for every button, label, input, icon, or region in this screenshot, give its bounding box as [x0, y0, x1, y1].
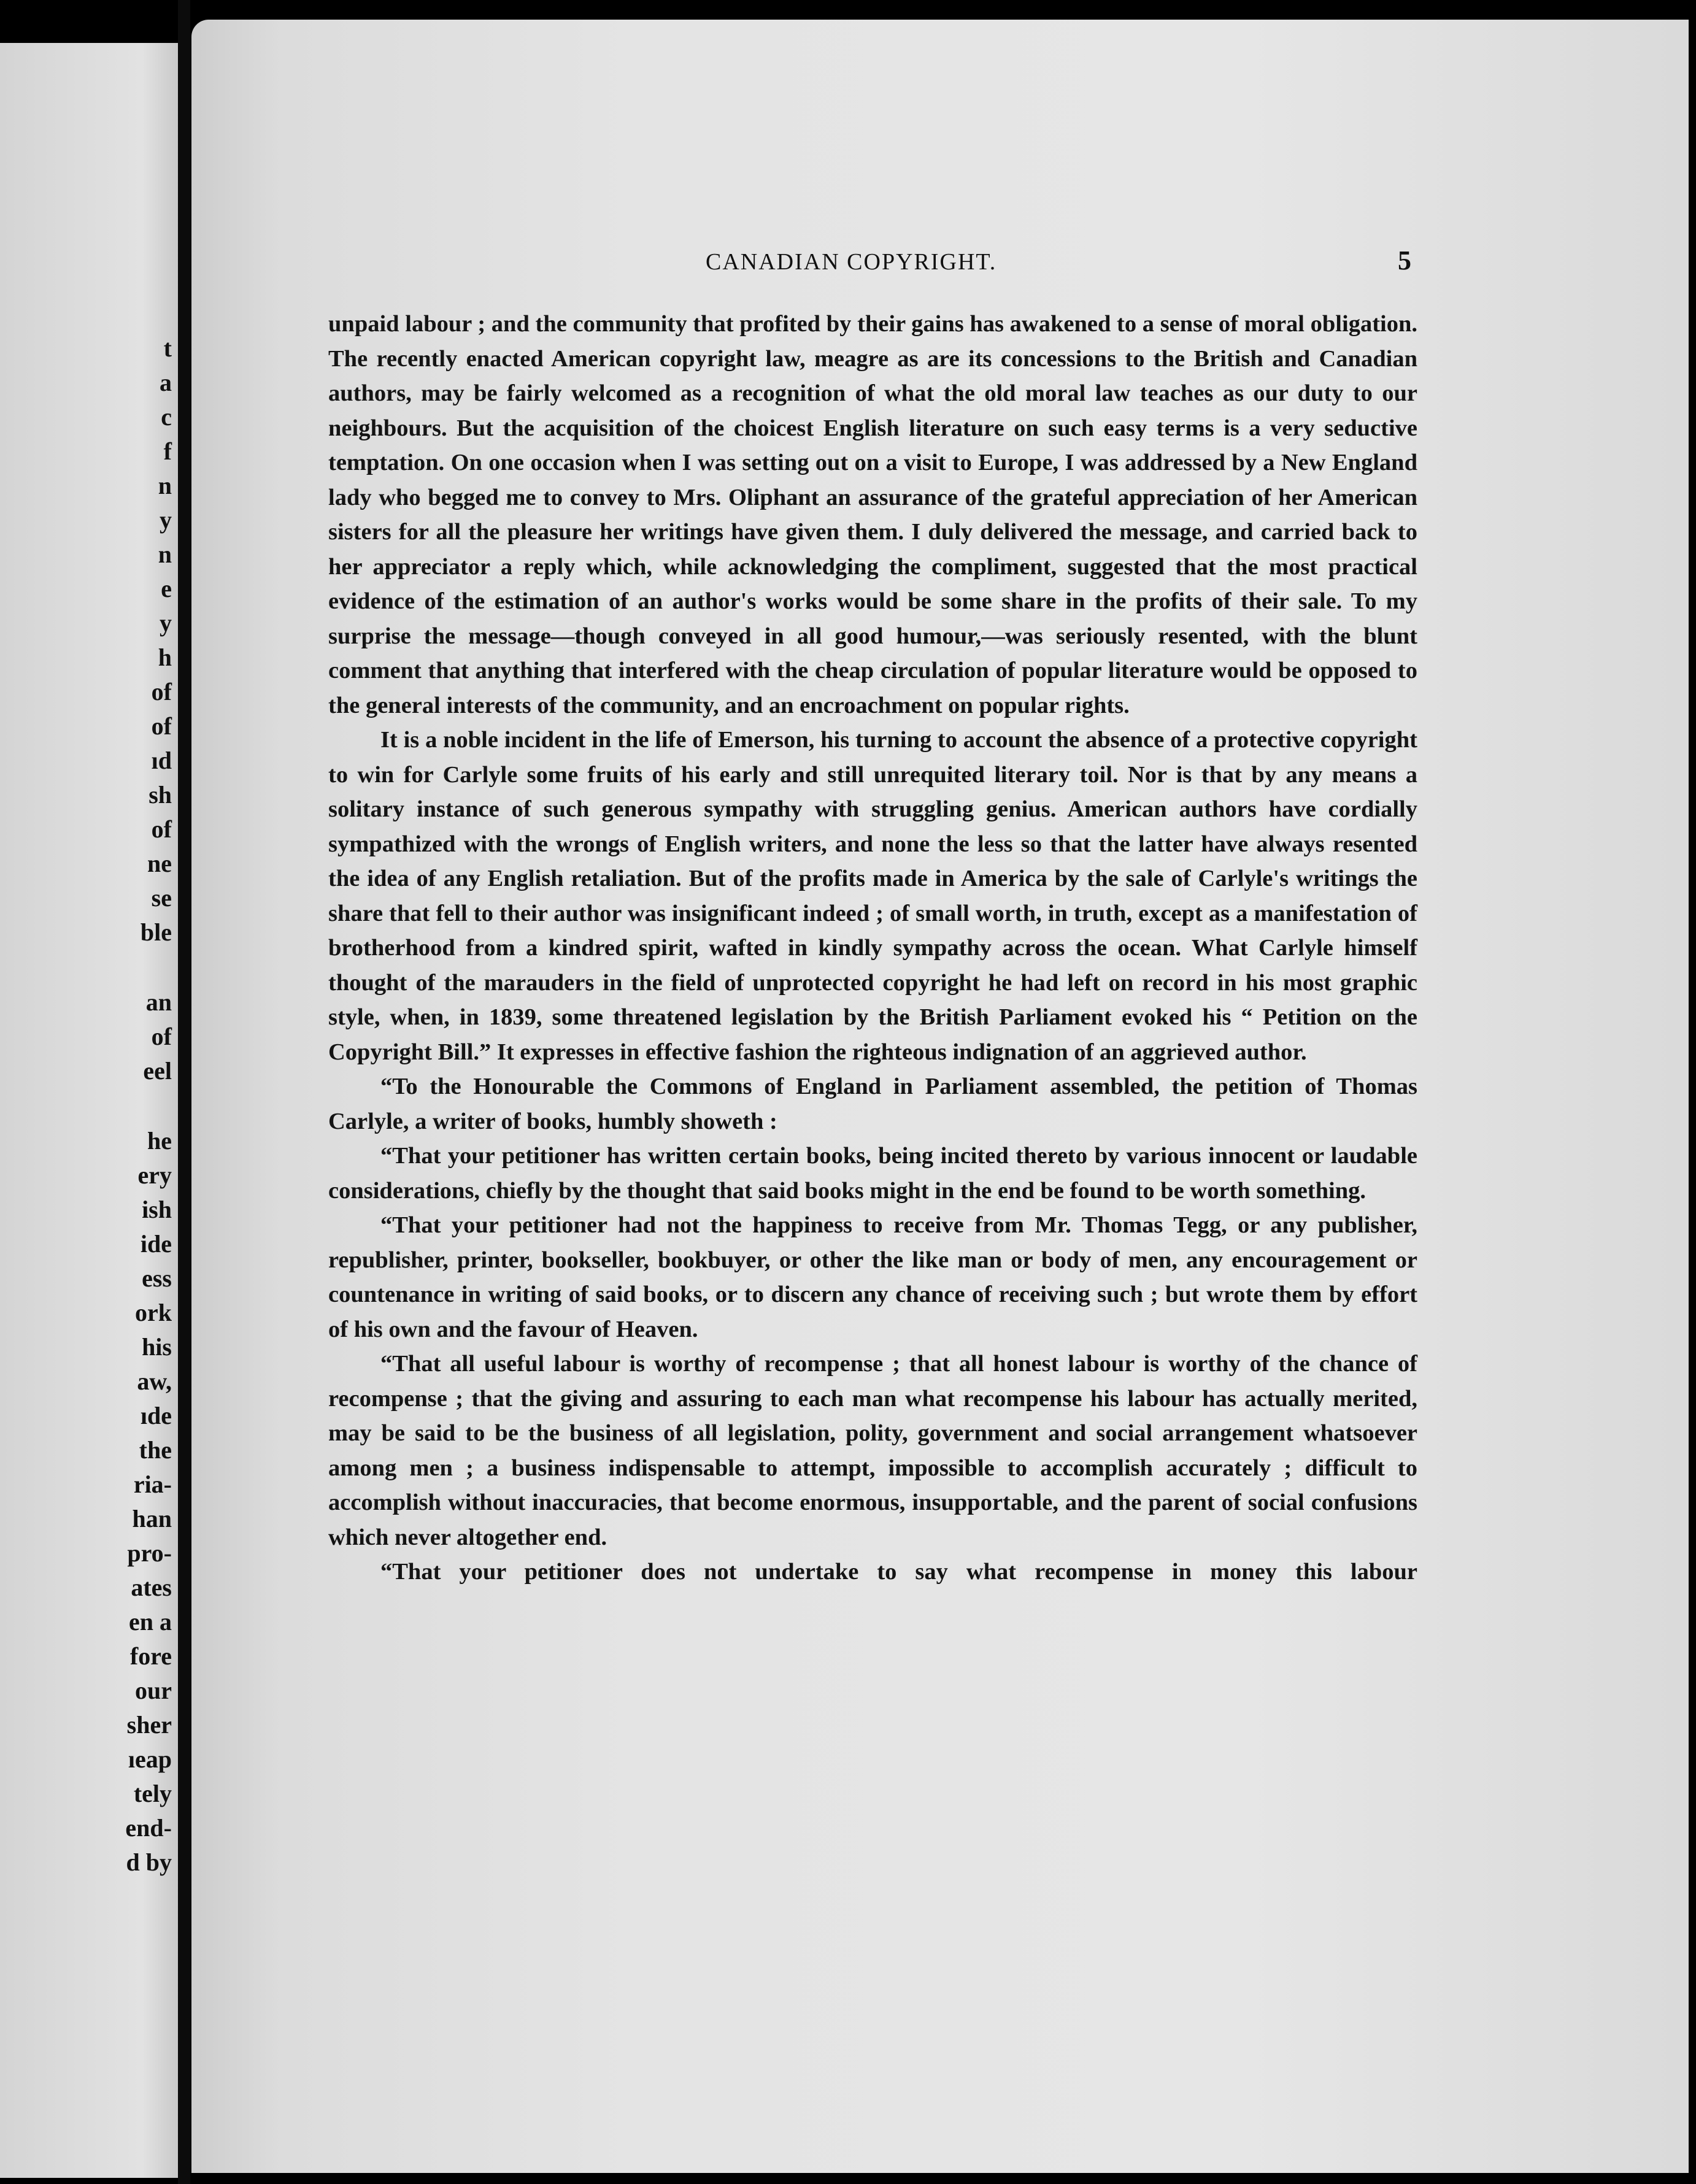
paragraph: “That your petitioner had not the happiness to receive from Mr. Thomas Tegg, or any publisher, republisher, printer, bookseller, bookbuyer, or other the like man or body of men, any encouragement or countenance in writing of said books, or to discern any chance of receiving such ; but wrote them by effort of his own and the favour of Heaven.	[328, 1212, 1417, 1342]
body-text	[328, 307, 1417, 1590]
facing-page-fragment: tely	[133, 1780, 172, 1807]
book-gutter	[178, 0, 190, 2184]
facing-page-fragment: our	[135, 1677, 172, 1704]
facing-page-fragment: fore	[129, 1642, 172, 1670]
facing-page-edge	[0, 43, 178, 2178]
paragraph: “To the Honourable the Commons of England in Parliament assembled, the petition of Thomas Carlyle, a writer of books, humbly showeth :	[328, 1074, 1417, 1134]
facing-page-fragment: ıd	[151, 747, 172, 774]
facing-page-fragment: n	[158, 472, 172, 499]
facing-page-fragment: y	[160, 506, 172, 534]
facing-page-fragment: of	[151, 1023, 172, 1050]
facing-page-fragment: ork	[135, 1299, 172, 1326]
facing-page-fragment: d by	[126, 1848, 172, 1876]
facing-page-fragment: se	[151, 884, 172, 912]
facing-page-fragment: han	[132, 1505, 172, 1532]
facing-page-fragment: c	[161, 403, 172, 431]
facing-page-fragment: t	[163, 334, 172, 362]
facing-page-fragment: ish	[142, 1196, 172, 1223]
paragraph: unpaid labour ; and the community that profited by their gains has awakened to a sense of moral obligation. The recently enacted American copyright law, meagre as are its concessions to the British and Canadian authors, may be fairly welcomed as a recognition of what the old moral law teaches as our duty to our neighbours. But the acquisition of the choicest English literature on such easy terms is a very seductive temptation. On one occasion when I was setting out on a visit to Europe, I was addressed by a New England lady who begged me to convey to Mrs. Oliphant an assurance of the grateful appreciation of her American sisters for all the pleasure her writings have given them. I duly delivered the message, and carried back to her appreciator a reply which, while acknowledging the compliment, suggested that the most practical evidence of the estimation of an author's works would be some share in the profits of their sale. To my surprise the message—though conveyed in all good humour,—was seriously resented, with the blunt comment that anything that interfered with the cheap circulation of popular literature would be opposed to the general interests of the community, and an encroachment on popular rights.	[328, 311, 1417, 718]
facing-page-fragment: pro-	[127, 1539, 172, 1567]
paragraph: “That your petitioner does not undertake to say what recompense in money this labour	[380, 1559, 1417, 1585]
page-number: 5	[1398, 245, 1411, 275]
running-head: CANADIAN COPYRIGHT.	[706, 249, 997, 275]
facing-page-fragment: eel	[143, 1057, 172, 1085]
facing-page-fragment: of	[151, 712, 172, 740]
facing-page-fragment: end-	[125, 1814, 172, 1842]
facing-page-fragment: ble	[140, 918, 172, 946]
facing-page-fragment: his	[142, 1333, 172, 1361]
facing-page-fragment: ery	[137, 1161, 172, 1189]
facing-page-fragment: ess	[142, 1264, 172, 1292]
facing-page-fragment: the	[139, 1436, 172, 1464]
facing-page-fragment: ıde	[140, 1402, 172, 1429]
paragraph: “That all useful labour is worthy of recompense ; that all honest labour is worthy of the chance of recompense ; that the giving and assuring to each man what recompense his labour has actually merited, may be said to be the business of all legislation, polity, government and social arrangement whatsoever among men ; a business indispensable to attempt, impossible to accomplish accurately ; difficult to accomplish without inaccuracies, that become enormous, insupportable, and the parent of social confusions which never altogether end.	[328, 1351, 1417, 1550]
facing-page-fragment: a	[160, 369, 172, 396]
facing-page-fragment: of	[151, 815, 172, 843]
facing-page-fragment: an	[145, 988, 172, 1016]
facing-page-fragment: sh	[148, 781, 172, 809]
facing-page-fragment: ria-	[133, 1471, 172, 1498]
facing-page-fragment: ıeap	[128, 1745, 172, 1773]
facing-page-fragment: n	[158, 540, 172, 568]
facing-page-fragment: ide	[140, 1230, 172, 1258]
facing-page-fragment: h	[158, 644, 172, 671]
facing-page-fragment: ne	[147, 850, 172, 877]
facing-page-fragment: of	[151, 678, 172, 706]
facing-page-fragment: en a	[129, 1608, 172, 1636]
page-header	[706, 245, 1424, 279]
facing-page-fragment: sher	[126, 1711, 172, 1739]
paragraph: It is a noble incident in the life of Emerson, his turning to account the absence of a protective copyright to win for Carlyle some fruits of his early and still unrequited literary toil. Nor is that by any means a solitary instance of such generous sympathy with struggling genius. American authors have cordially sympathized with the wrongs of English writers, and none the less so that the latter have always resented the idea of any English retaliation. But of the profits made in America by the sale of Carlyle's writings the share that fell to their author was insignificant indeed ; of small worth, in truth, except as a manifestation of brotherhood from a kindred spirit, wafted in kindly sympathy across the ocean. What Carlyle himself thought of the marauders in the field of unprotected copyright he had left on record in his most graphic style, when, in 1839, some threatened legislation by the British Parliament evoked his “ Petition on the Copyright Bill.” It expresses in effective fashion the righteous indignation of an aggrieved author.	[328, 727, 1417, 1065]
facing-page-fragment: f	[163, 437, 172, 465]
facing-page-fragment: ates	[131, 1574, 172, 1601]
facing-page-fragment: aw,	[137, 1367, 172, 1395]
facing-page-fragment: y	[160, 609, 172, 637]
paragraph: “That your petitioner has written certain books, being incited thereto by various innocent or laudable considerations, chiefly by the thought that said books might in the end be found to be worth something.	[328, 1143, 1417, 1204]
facing-page-fragment: e	[161, 575, 172, 602]
facing-page-fragment: he	[147, 1127, 172, 1155]
